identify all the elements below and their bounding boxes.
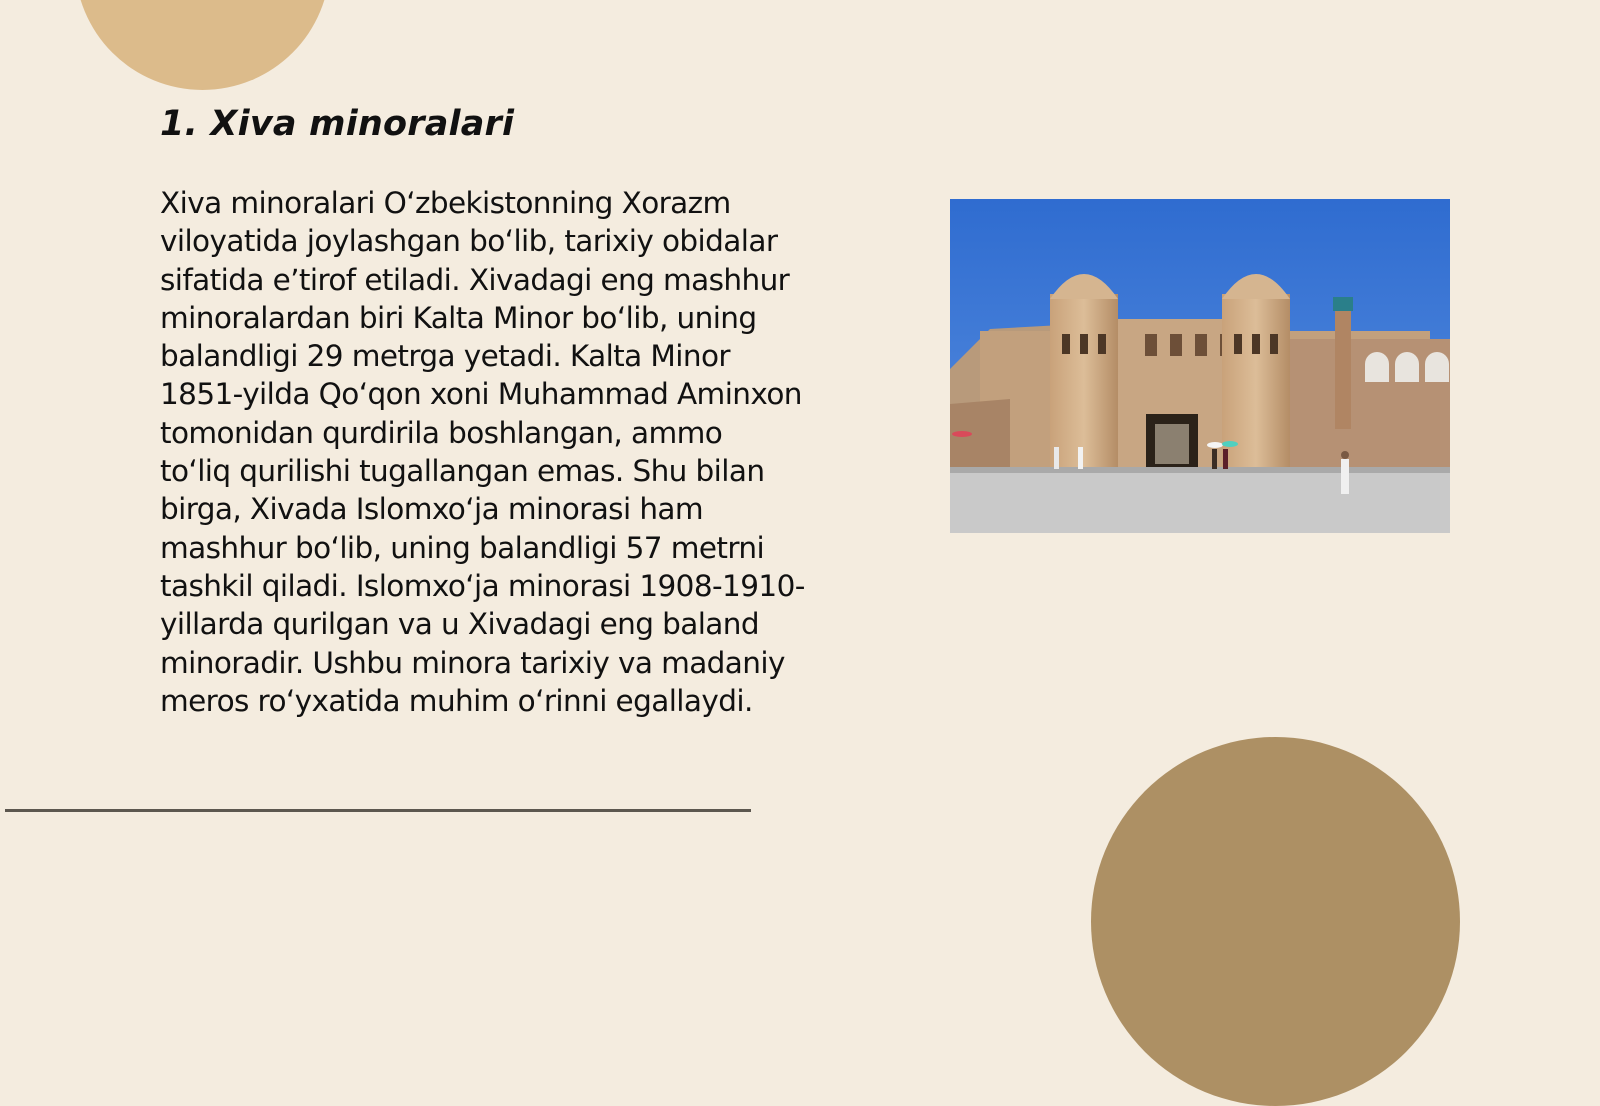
- slide-title: 1. Xiva minoralari: [160, 104, 515, 144]
- khiva-gate-photo: [950, 199, 1450, 533]
- decorative-circle-top: [75, 0, 330, 90]
- divider-line: [5, 809, 751, 812]
- decorative-circle-bottom: [1091, 737, 1460, 1106]
- slide-body-text: Xiva minoralari Oʻzbekistonning Xorazm viloyatida joylashgan boʻlib, tarixiy obidalar sifatida eʼtirof etiladi. Xivadagi eng mashhur minoralardan biri Kalta Minor boʻlib, uning balandligi 29 metrga yetadi. Kalta Minor 1851-yilda Qoʻqon xoni Muhammad Aminxon tomonidan qurdirila boshlangan, ammo toʻliq qurilishi tugallangan emas. Shu bilan birga, Xivada Islomxoʻja minorasi ham mashhur boʻlib, uning balandligi 57 metrni tashkil qiladi. Islomxoʻja minorasi 1908-1910- yillarda qurilgan va u Xivadagi eng baland minoradir. Ushbu minora tarixiy va madaniy meros roʻyxatida muhim oʻrinni egallaydi.: [160, 186, 805, 718]
